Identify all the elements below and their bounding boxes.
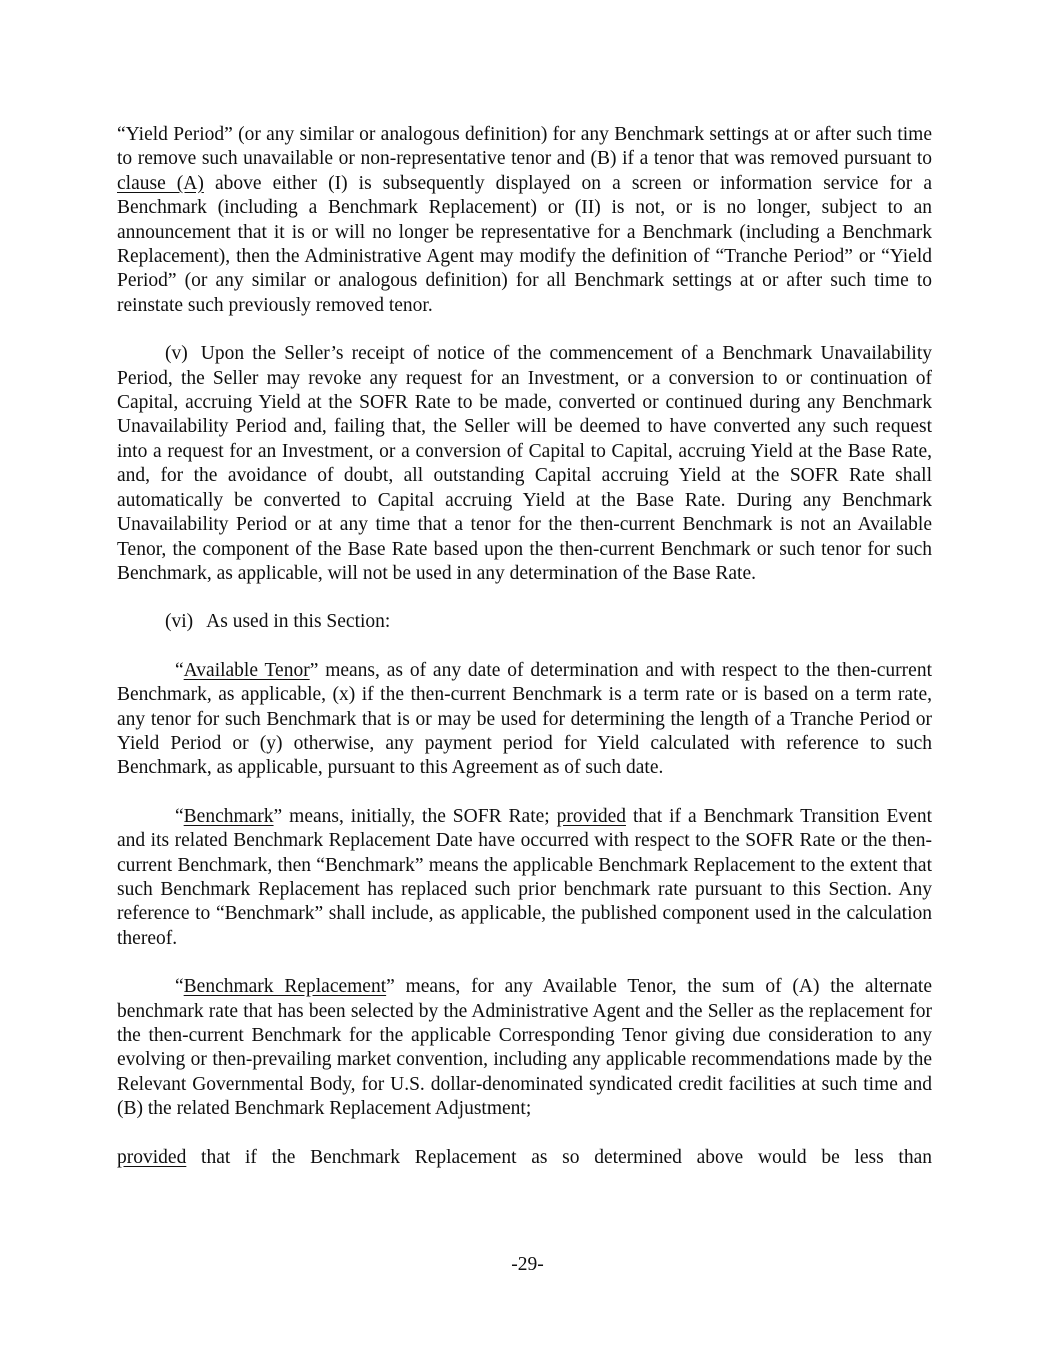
underlined-term: provided	[117, 1146, 187, 1168]
text-run: that if the Benchmark Replacement as so determined above would be less than	[186, 1146, 932, 1168]
underlined-term: Available Tenor	[183, 659, 310, 681]
text-run: (vi)	[165, 611, 194, 633]
text-run: ” means, for any Available Tenor, the sum of (A) the alternate benchmark rate that has been selected by the Administrative Agent and the Seller as the replacement for the then-current Benchmark for the applicable Corresponding Tenor giving due consideration to any evolving or then-prevailing market convention, including any applicable recommendations made by the Relevant Governmental Body, for U.S. dollar-denominated syndicated credit facilities at such time and (B) the related Benchmark Replacement Adjustment;	[117, 976, 933, 1120]
paragraph-provided-proviso	[117, 1146, 932, 1170]
text-run: “	[175, 805, 184, 827]
underlined-term: Benchmark Replacement	[183, 976, 387, 998]
text-run: Upon the Seller’s receipt of notice of the commencement of a Benchmark Unavailability Period, the Seller may revoke any request for an Investment, or a conversion to or continuation of Capital, accruing Yield at the SOFR Rate to be made, converted or continued during any Benchmark Unavailability Period and, failing that, the Seller will be deemed to have converted any such request into a request for an Investment, or a conversion of Capital to Capital, accruing Yield at the Base Rate, and, for the avoidance of doubt, all outstanding Capital accruing Yield at the SOFR Rate shall automatically be converted to Capital accruing Yield at the Base Rate. During any Benchmark Unavailability Period or at any time that a tenor for the then-current Benchmark is not an Available Tenor, the component of the Base Rate based upon the then-current Benchmark or such tenor for such Benchmark, as applicable, will not be used in any determination of the Base Rate.	[117, 343, 932, 584]
underlined-term: provided	[556, 805, 626, 827]
text-run: ” means, initially, the SOFR Rate;	[273, 805, 557, 827]
text-run: “	[175, 976, 184, 998]
paragraph-clause-v	[117, 342, 932, 586]
text-run: (v)	[165, 343, 188, 365]
text-run: As used in this Section:	[206, 611, 391, 633]
paragraph-clause-vi	[117, 610, 932, 634]
paragraph-benchmark-definition	[117, 805, 932, 951]
underlined-term: clause (A)	[117, 172, 204, 194]
paragraph-benchmark-replacement-definition	[117, 975, 932, 1121]
paragraph-yield-period-continuation	[117, 123, 932, 318]
text-run: that if a Benchmark Transition Event and its related Benchmark Replacement Date have occurred with respect to the SOFR Rate or the then-current Benchmark, then “Benchmark” means the applicable Benchmark Replacement to the extent that such Benchmark Replacement has replaced such prior benchmark rate pursuant to this Section. Any reference to “Benchmark” shall include, as applicable, the published component used in the calculation thereof.	[117, 805, 932, 949]
text-run: “	[175, 659, 184, 681]
underlined-term: Benchmark	[183, 805, 274, 827]
text-run: above either (I) is subsequently displayed on a screen or information service for a Benchmark (including a Benchmark Replacement) or (II) is not, or is no longer, subject to an announcement that it is or will no longer be representative for a Benchmark (including a Benchmark Replacement), then the Administrative Agent may modify the definition of “Tranche Period” or “Yield Period” (or any similar or analogous definition) for all Benchmark settings at or after such time to reinstate such previously removed tenor.	[117, 172, 932, 316]
text-run: ” means, as of any date of determination and with respect to the then-current Benchmark, as applicable, (x) if the then-current Benchmark is a term rate or is based on a term rate, any tenor for such Benchmark that is or may be used for determining the length of a Tranche Period or Yield Period or (y) otherwise, any payment period for Yield calculated with reference to such Benchmark, as applicable, pursuant to this Agreement as of such date.	[117, 659, 932, 779]
text-run: “Yield Period” (or any similar or analogous definition) for any Benchmark settings at or after such time to remove such unavailable or non-representative tenor and (B) if a tenor that was removed pursuant to	[117, 124, 932, 170]
page-number: -29-	[511, 1254, 544, 1275]
paragraph-available-tenor-definition	[117, 659, 932, 781]
